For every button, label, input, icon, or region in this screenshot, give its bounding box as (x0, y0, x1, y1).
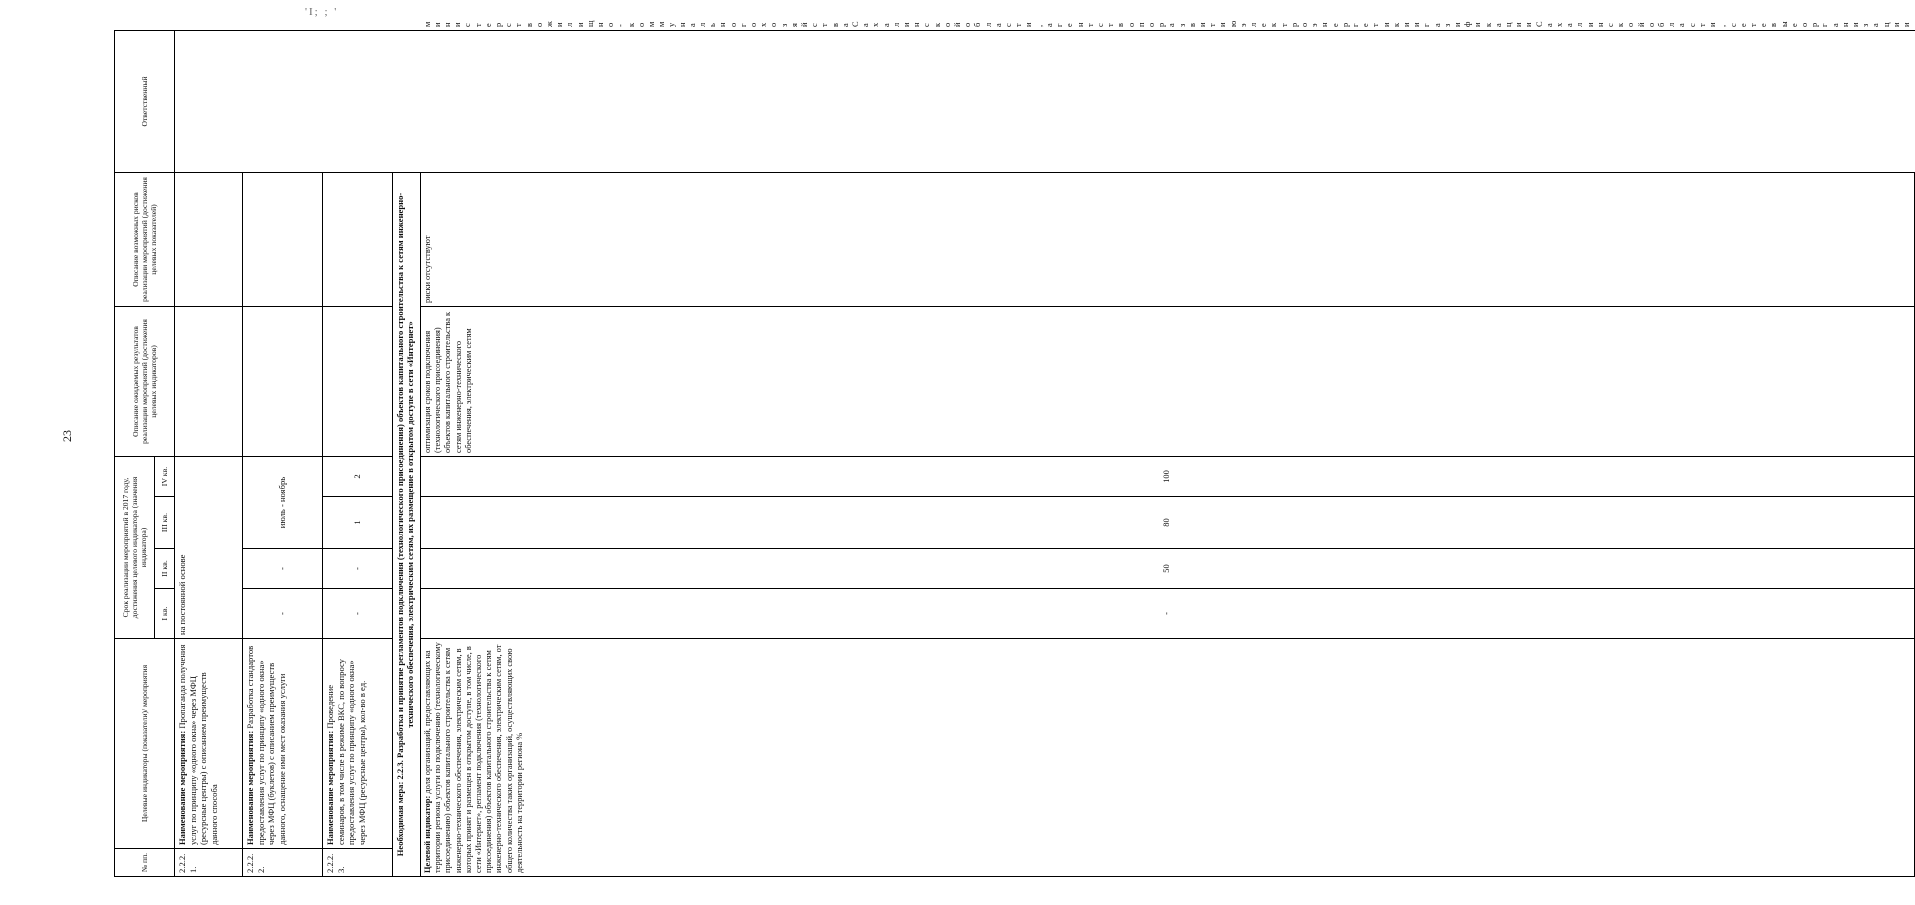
results-text: оптимизация сроков подключения (технологического присоединения) объектов капитального строительства к сетям инженерно-технического обеспечения, электрическим сетям (421, 306, 1915, 456)
header-row (115, 30, 155, 876)
row-number: 2.2.2.2. (243, 849, 323, 877)
row-description (175, 639, 243, 849)
col-results: Описание ожидаемых результатов реализации мероприятий (достижения целевых индикаторов) (115, 306, 175, 456)
row-text: Проведение семинаров, в том числе в режиме ВКС, по вопросу предоставления услуг по принципу «одного окна» через МФЦ (ресурсные центры), кол-во в ед. (325, 659, 367, 845)
indicator-description (421, 639, 1915, 877)
risks-cell (323, 172, 393, 306)
results-cell (175, 306, 243, 456)
results-cell (323, 306, 393, 456)
row-description (323, 639, 393, 849)
row-title: Наименование мероприятия: (177, 730, 187, 845)
q3-value: 80 (421, 497, 1915, 549)
q2-value: - (243, 549, 323, 589)
q2-value: - (323, 549, 393, 589)
q4-value: 2 (323, 456, 393, 496)
row-title: Наименование мероприятия: (245, 730, 255, 845)
col-indicator: Целевые индикаторы (показатели)/ мероприятия (115, 639, 175, 849)
page-number: 23 (60, 430, 74, 442)
table-row (175, 30, 243, 876)
risks-text: риски отсутствуют (421, 172, 1915, 306)
col-q3: III кв. (155, 497, 175, 549)
q4-value: 100 (421, 456, 1915, 496)
period-span-text: на постоянной основе (175, 456, 243, 638)
q1-value: - (421, 589, 1915, 639)
q3-value: 1 (323, 497, 393, 549)
results-cell (243, 306, 323, 456)
indicator-text: доля организаций, предоставляющих на территории региона услуги по подключению (технологическому присоединению) объектов капитального строительства к сетям инженерно-технического обеспечения, электрическим сетям, в которых принят и размещен в открытом доступе, в том числе, в сети «Интернет», регламент подключения (технологического присоединения) объектов капитального строительства к сетям инженерно-технического обеспечения, электрическим сетям, от общего количества таких организаций, осуществляющих свою деятельность на территории региона % (423, 642, 524, 873)
q2-value: 50 (421, 549, 1915, 589)
indicator-row: Целевой индикатор: доля организаций, предоставляющих на территории региона услуги по подключению (технологическому присоединению) объектов капитального строительства к сетям инженерно-технического обеспечения, электрическим сетям, в которых принят и размещен в открытом доступе, в том числе, в сети «Интернет», регламент подключения (технологического присоединения) объектов капитального строительства к сетям инженерно-технического обеспечения, электрическим сетям, от общего количества таких организаций, осуществляющих свою деятельность на территории региона % - 50 80 100 оптимизация сроков подключения (технологического присоединения) объектов капитального строительства к сетям инженерно-технического обеспечения, электрическим сетям риски отсутствуют министерство жилищно-коммунального хозяйства Сахалинской области, агентство по развитию электроэнергетики и газификации Сахалинской области, сетевые организации (421, 30, 1915, 876)
col-q2: II кв. (155, 549, 175, 589)
row-description (243, 639, 323, 849)
q1-value: - (243, 589, 323, 639)
row-number: 2.2.2.1. (175, 849, 243, 877)
col-q1: I кв. (155, 589, 175, 639)
q1-value: - (323, 589, 393, 639)
row-text: Разработка стандартов предоставления услуг по принципу «одного окна» через МФЦ (буклетов) с описанием преимуществ данного, оснащение ими мест оказания услуги (245, 645, 287, 845)
measure-text: Необходимая мера: 2.2.3. Разработка и принятие регламентов подключения (технологического присоединения) объектов капитального строительства к сетям инженерно-технического обеспечения, электрическим сетям, их размещение в открытом доступе в сети «Интернет» (393, 172, 421, 876)
responsible-cell (175, 30, 1915, 172)
action-plan-table (114, 20, 1915, 877)
rotated-table-frame (114, 20, 1911, 877)
col-num: № пп. (115, 849, 175, 877)
col-risks: Описание возможных рисков реализации мероприятий (достижения целевых показателей) (115, 172, 175, 306)
q3-q4-value: июль - ноябрь (243, 456, 323, 548)
row-text: Пропаганда получения услуг по принципу «одного окна» через МФЦ (ресурсные центры) с описанием преимуществ данного способа (177, 644, 219, 845)
row-title: Наименование мероприятия: (325, 730, 335, 845)
col-responsible: Ответственный (115, 30, 175, 172)
scan-artifact: 'I; ; ' (305, 6, 339, 18)
row-number: 2.2.2.3. (323, 849, 393, 877)
col-q4: IV кв. (155, 456, 175, 496)
col-period: Срок реализации мероприятий в 2017 году, достижения целевого индикатора (значения индикатора) (115, 456, 155, 638)
indicator-title: Целевой индикатор: (423, 795, 432, 873)
risks-cell (243, 172, 323, 306)
risks-cell (175, 172, 243, 306)
